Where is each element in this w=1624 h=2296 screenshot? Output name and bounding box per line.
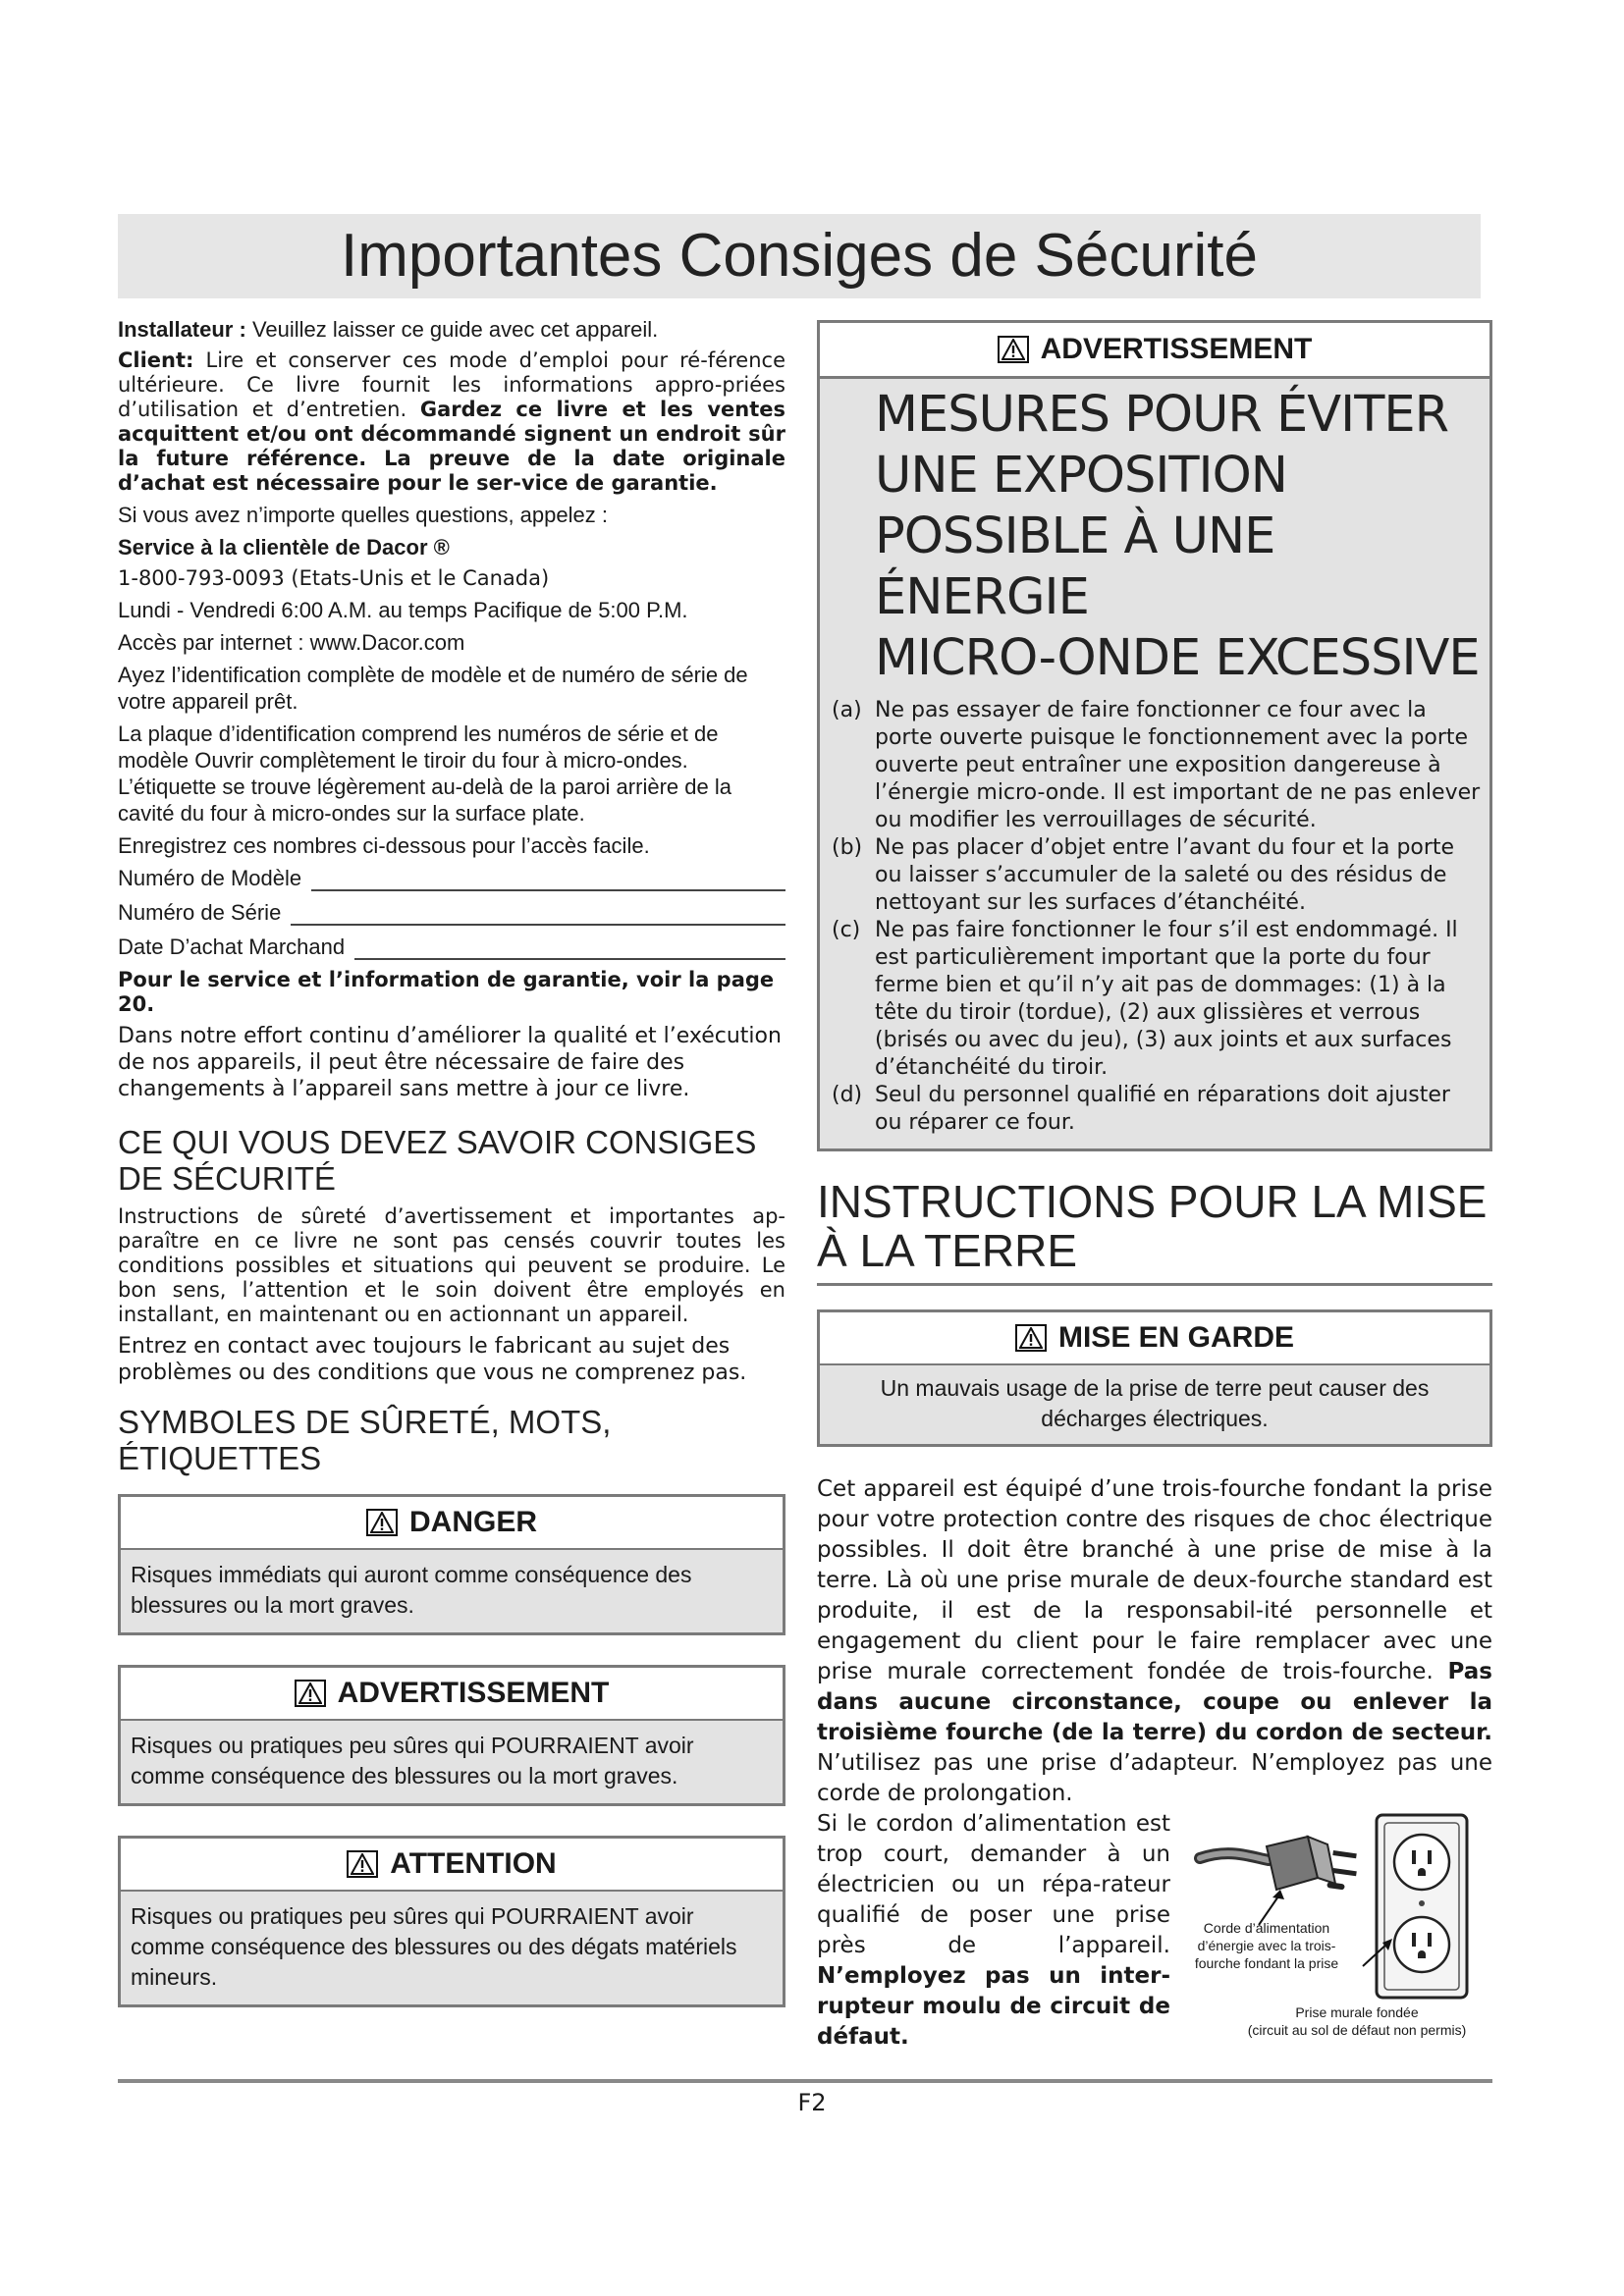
improvement-note: Dans notre effort continu d’améliorer la qualité et l’exécution de nos appareils, il peut être nécessaire de faire des changements à l’appareil sans mettre à jour ce livre. [118,1024,782,1101]
list-item [832,697,1482,834]
serial-number-label: Numéro de Série [118,900,282,925]
warning-list [820,697,1489,1148]
client-text: Lire et conserver ces mode d’emploi pour ré-férence ultérieure. Ce livre fournit les informations appro-priées d’utilisation et d’entretien. [118,348,785,421]
grounding-paragraph [817,1474,1492,1809]
phone-number: 1-800-793-0093 (Etats-Unis et le Canada) [118,566,550,590]
plug-outlet-figure [1170,1809,1485,2053]
list-item [832,1082,1482,1137]
title-line: UNE EXPOSITION [875,447,1287,505]
grounding-text: Cet appareil est équipé d’une trois-fourche fondant la prise pour votre protection contre des risques de choc électrique possibles. Il doit être branché à une prise de mise à la terre. Là où une prise murale de deux-fourche standard est produite, il est de la responsabil-ité personnelle et engagement du client pour le faire remplacer avec une prise murale correctement fondée de trois-fourche. [817,1476,1492,1684]
warning-triangle-icon [295,1680,326,1707]
warranty-note: Pour le service et l’information de garantie, voir la page 20. [118,968,775,1016]
warning-triangle-icon [998,336,1029,363]
microwave-warning-title [820,379,1489,697]
cord-bold: N’employez pas un inter-rupteur moulu de circuit de défaut. [817,1963,1170,2050]
client-label: Client: [118,348,194,372]
item-text: Ne pas faire fonctionner le four s’il est endommagé. Il est particulièrement important que la porte du four ferme bien et qu’il n’y ait pas de dommages: (1) à la tête du tiroir (tordue), (2) aux glissières et verrous (brisés ou avec du jeu), (3) aux joints et aux surfaces d’étanchéité du tiroir. [875,918,1458,1080]
warning-label: ADVERTISSEMENT [337,1677,610,1709]
title-line: MESURES POUR ÉVITER [875,386,1449,444]
outlet-caption: Prise murale fondée [1295,2004,1419,2020]
questions-text: Si vous avez n’importe quelles questions, appelez : [118,503,608,527]
warning-box [118,1665,785,1806]
service-name: Service à la clientèle de Dacor ® [118,535,450,560]
cord-text: Si le cordon d’alimentation est trop court, demander à un électricien ou un répa-rateur qualifié de poser une prise près de l’appareil. [817,1811,1170,1958]
model-number-line [311,870,785,891]
grounding-heading: INSTRUCTIONS POUR LA MISE À LA TERRE [817,1177,1492,1286]
caution-label: MISE EN GARDE [1057,1321,1295,1354]
plug-outlet-illustration [1170,1809,1485,2005]
safety-paragraph-2: Entrez en contact avec toujours le fabricant au sujet des problèmes ou des conditions que vous ne comprenez pas. [118,1334,747,1385]
danger-text: Risques immédiats qui auront comme conséquence des blessures ou la mort graves. [121,1550,783,1632]
warning-triangle-icon [1015,1324,1047,1352]
caution-box [817,1309,1492,1447]
installer-text: Veuillez laisser ce guide avec cet appareil. [251,317,659,342]
symbols-section-heading: SYMBOLES DE SÛRETÉ, MOTS, ÉTIQUETTES [118,1404,612,1476]
record-text: Enregistrez ces nombres ci-dessous pour l’accès facile. [118,833,650,858]
installer-label: Installateur : [118,317,246,342]
page-number: F2 [797,2089,827,2116]
serial-number-field [118,899,785,926]
model-number-label: Numéro de Modèle [118,866,302,890]
purchase-date-field [118,934,785,960]
title-line: MICRO-ONDE EXCESSIVE [875,629,1480,687]
caution-header [820,1312,1489,1365]
serial-number-line [291,904,785,926]
attention-label: ATTENTION [390,1847,557,1880]
installer-paragraph [118,316,785,343]
item-label: (c) [832,918,861,942]
grounding-text-2: N’utilisez pas une prise d’adapteur. N’employez pas une corde de prolongation. [817,1750,1492,1806]
caution-text: Un mauvais usage de la prise de terre peut causer des décharges électriques. [820,1365,1489,1444]
warning-header [121,1668,783,1721]
cord-caption: Corde d’alimentation d’énergie avec la trois-fourche fondant la prise [1194,1920,1339,1971]
internet-access: Accès par internet : www.Dacor.com [118,630,465,655]
microwave-warning-header [820,323,1489,379]
safety-paragraph-1: Instructions de sûreté d’avertissement et importantes ap-paraître en ce livre ne sont pas censés couvrir toutes les conditions possibles et situations qui peuvent se produire. Le bon sens, l’attention et le soin doivent être employés en installant, en maintenant ou en actionnant un appareil. [118,1204,785,1326]
attention-box [118,1836,785,2007]
list-item [832,834,1482,917]
warning-triangle-icon [347,1850,378,1878]
item-text: Seul du personnel qualifié en réparations doit ajuster ou réparer ce four. [875,1083,1450,1135]
cord-section [817,1809,1492,2053]
warning-text: Risques ou pratiques peu sûres qui POURRAIENT avoir comme conséquence des blessures ou la mort graves. [121,1721,783,1803]
page-title: Importantes Consiges de Sécurité [118,214,1481,298]
title-line: POSSIBLE À UNE ÉNERGIE [875,507,1275,626]
client-bold: Gardez ce livre et les ventes acquittent et/ou ont décommandé signent un endroit sûr la future référence. La preuve de la date originale d’achat est nécessaire pour le ser-vice de garantie. [118,398,785,495]
purchase-date-line [354,938,785,960]
client-paragraph [118,348,785,496]
danger-header [121,1497,783,1550]
danger-box [118,1494,785,1635]
service-hours: Lundi - Vendredi 6:00 A.M. au temps Pacifique de 5:00 P.M. [118,598,688,622]
item-label: (a) [832,698,862,722]
purchase-date-label: Date D’achat Marchand [118,934,346,959]
model-number-field [118,865,785,891]
item-label: (d) [832,1083,863,1107]
item-text: Ne pas placer d’objet entre l’avant du four et la porte ou laisser s’accumuler de la saleté ou des résidus de nettoyant sur les surfaces d’étanchéité. [875,835,1455,915]
microwave-warning-label: ADVERTISSEMENT [1040,333,1313,365]
warning-triangle-icon [366,1509,398,1536]
plate-text: La plaque d’identification comprend les numéros de série et de modèle Ouvrir complètement le tiroir du four à micro-ondes. L’étiquette se trouve légèrement au-delà de la paroi arrière de la cavité du four à micro-ondes sur la surface plate. [118,721,731,826]
list-item [832,917,1482,1082]
identification-text: Ayez l’identification complète de modèle et de numéro de série de votre appareil prêt. [118,663,748,714]
footer-rule [118,2079,1492,2083]
attention-header [121,1839,783,1892]
left-column [118,316,785,2037]
outlet-subcaption: (circuit au sol de défaut non permis) [1247,2022,1467,2038]
microwave-warning-box [817,320,1492,1151]
item-label: (b) [832,835,863,860]
right-column [817,320,1492,2053]
attention-text: Risques ou pratiques peu sûres qui POURRAIENT avoir comme conséquence des blessures ou des dégats matériels mineurs. [121,1892,783,2004]
grounding-bold: Pas dans aucune circonstance, coupe ou enlever la troisième fourche (de la terre) du cordon de secteur. [817,1659,1492,1745]
danger-label: DANGER [408,1506,537,1538]
safety-section-heading: CE QUI VOUS DEVEZ SAVOIR CONSIGES DE SÉCURITÉ [118,1124,757,1197]
item-text: Ne pas essayer de faire fonctionner ce four avec la porte ouverte puisque le fonctionnement avec la porte ouverte peut entraîner une exposition dangereuse à l’énergie micro-onde. Il est important de ne pas enlever ou modifier les verrouillages de sécurité. [875,698,1481,832]
cord-paragraph [817,1809,1170,2053]
